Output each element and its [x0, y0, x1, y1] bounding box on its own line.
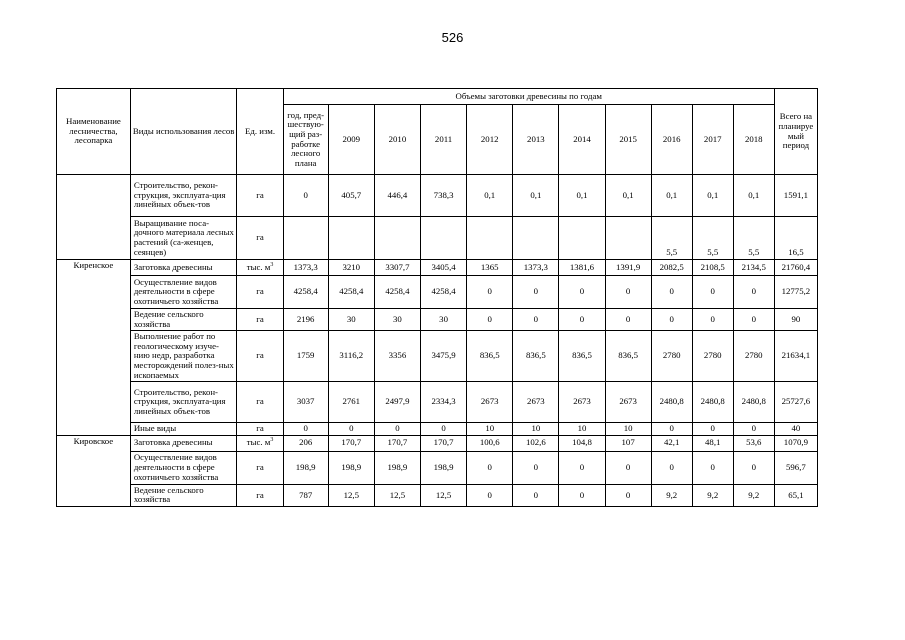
value-cell: 0: [605, 484, 651, 506]
value-cell: 0,1: [651, 175, 692, 217]
value-cell: 2082,5: [651, 260, 692, 276]
unit-cell: [237, 175, 283, 217]
total-cell: 12775,2: [774, 276, 817, 309]
value-cell: 1373,3: [283, 260, 328, 276]
value-cell: 9,2: [733, 484, 774, 506]
unit-cell: [237, 309, 283, 331]
use-type-cell: Иные виды: [130, 423, 237, 436]
value-cell: 0: [559, 451, 605, 484]
value-cell: 0: [421, 423, 467, 436]
value-cell: 836,5: [513, 331, 559, 382]
value-cell: 2673: [559, 382, 605, 423]
total-cell: 596,7: [774, 451, 817, 484]
year-header: 2010: [374, 105, 420, 175]
value-cell: [283, 217, 328, 260]
value-cell: 0,1: [467, 175, 513, 217]
use-type-cell: Строительство, рекон-струкция, эксплуата-ция линейных объек-тов: [130, 175, 237, 217]
year-header: 2011: [421, 105, 467, 175]
value-cell: 2673: [467, 382, 513, 423]
unit-superscript: 3: [270, 261, 274, 268]
volumes-group-header: Объемы заготовки древесины по годам: [283, 89, 774, 105]
value-cell: 2780: [733, 331, 774, 382]
total-cell: 65,1: [774, 484, 817, 506]
value-cell: 0: [467, 451, 513, 484]
value-cell: 42,1: [651, 435, 692, 451]
value-cell: 170,7: [374, 435, 420, 451]
unit-cell: [237, 423, 283, 436]
unit-cell: [237, 435, 283, 451]
unit-label: тыс. м: [246, 261, 271, 272]
value-cell: 2761: [328, 382, 374, 423]
value-cell: [467, 217, 513, 260]
prev-year-column-header: год, пред-шествую-щий раз-работке лесного плана: [283, 105, 328, 175]
value-cell: 0: [605, 451, 651, 484]
value-cell: 1365: [467, 260, 513, 276]
unit-superscript: 3: [270, 437, 274, 444]
value-cell: 2780: [692, 331, 733, 382]
forestry-cell: [57, 217, 131, 260]
value-cell: 10: [513, 423, 559, 436]
unit-cell: [237, 331, 283, 382]
value-cell: 3307,7: [374, 260, 420, 276]
value-cell: 9,2: [692, 484, 733, 506]
value-cell: 3356: [374, 331, 420, 382]
value-cell: 10: [605, 423, 651, 436]
total-cell: 21634,1: [774, 331, 817, 382]
table-row: [57, 217, 818, 260]
year-header: 2018: [733, 105, 774, 175]
value-cell: 3405,4: [421, 260, 467, 276]
forestry-cell: [57, 451, 131, 484]
unit-label: га: [256, 232, 264, 243]
value-cell: [374, 217, 420, 260]
forestry-cell: Киренское: [57, 260, 131, 276]
value-cell: 0: [733, 451, 774, 484]
value-cell: 198,9: [421, 451, 467, 484]
value-cell: 738,3: [421, 175, 467, 217]
value-cell: 0: [692, 451, 733, 484]
value-cell: 48,1: [692, 435, 733, 451]
table-body: [57, 175, 818, 507]
use-type-cell: Заготовка древесины: [130, 435, 237, 451]
value-cell: 2196: [283, 309, 328, 331]
total-cell: 90: [774, 309, 817, 331]
table-row: [57, 451, 818, 484]
value-cell: 104,8: [559, 435, 605, 451]
value-cell: 1391,9: [605, 260, 651, 276]
value-cell: 206: [283, 435, 328, 451]
unit-label: га: [256, 461, 264, 472]
value-cell: 405,7: [328, 175, 374, 217]
table-row: [57, 175, 818, 217]
use-column-header: Виды использования лесов: [130, 89, 237, 175]
use-type-cell: Выращивание поса-дочного материала лесных растений (са-женцев, сеянцев): [130, 217, 237, 260]
value-cell: 0: [605, 309, 651, 331]
year-header: 2012: [467, 105, 513, 175]
value-cell: 0: [328, 423, 374, 436]
forestry-cell: [57, 423, 131, 436]
table-header: [57, 89, 818, 175]
value-cell: 0: [605, 276, 651, 309]
table-row: [57, 260, 818, 276]
value-cell: 0: [733, 309, 774, 331]
value-cell: 0: [692, 423, 733, 436]
value-cell: 53,6: [733, 435, 774, 451]
value-cell: 0: [467, 309, 513, 331]
year-header: 2016: [651, 105, 692, 175]
value-cell: 3475,9: [421, 331, 467, 382]
value-cell: 2134,5: [733, 260, 774, 276]
table-row: [57, 331, 818, 382]
forestry-cell: [57, 309, 131, 331]
unit-label: га: [256, 286, 264, 297]
value-cell: 2480,8: [692, 382, 733, 423]
value-cell: 0: [692, 276, 733, 309]
value-cell: 0: [467, 276, 513, 309]
value-cell: 0,1: [559, 175, 605, 217]
total-cell: 25727,6: [774, 382, 817, 423]
use-type-cell: Выполнение работ по геологическому изуче-нию недр, разработка месторождений полез-ных ископаемых: [130, 331, 237, 382]
total-column-header: Всего на планируе мый период: [774, 89, 817, 175]
value-cell: 198,9: [374, 451, 420, 484]
value-cell: 2673: [605, 382, 651, 423]
value-cell: 10: [559, 423, 605, 436]
table-row: [57, 435, 818, 451]
value-cell: 0,1: [513, 175, 559, 217]
year-header: 2017: [692, 105, 733, 175]
use-type-cell: Заготовка древесины: [130, 260, 237, 276]
value-cell: 0: [283, 423, 328, 436]
value-cell: 2108,5: [692, 260, 733, 276]
use-type-cell: Строительство, рекон-струкция, эксплуата-ция линейных объек-тов: [130, 382, 237, 423]
unit-cell: [237, 382, 283, 423]
unit-label: га: [256, 350, 264, 361]
table-row: [57, 309, 818, 331]
value-cell: 170,7: [328, 435, 374, 451]
value-cell: 0,1: [733, 175, 774, 217]
unit-label: га: [256, 489, 264, 500]
value-cell: 9,2: [651, 484, 692, 506]
value-cell: 3037: [283, 382, 328, 423]
unit-cell: [237, 276, 283, 309]
value-cell: 5,5: [733, 217, 774, 260]
value-cell: 446,4: [374, 175, 420, 217]
unit-cell: [237, 484, 283, 506]
value-cell: 0: [559, 309, 605, 331]
value-cell: [605, 217, 651, 260]
forestry-cell: [57, 331, 131, 382]
value-cell: 3210: [328, 260, 374, 276]
value-cell: 0,1: [692, 175, 733, 217]
year-header: 2014: [559, 105, 605, 175]
value-cell: 4258,4: [328, 276, 374, 309]
value-cell: 2497,9: [374, 382, 420, 423]
value-cell: 5,5: [692, 217, 733, 260]
unit-label: га: [256, 423, 264, 434]
value-cell: 2480,8: [733, 382, 774, 423]
value-cell: [328, 217, 374, 260]
value-cell: 198,9: [283, 451, 328, 484]
value-cell: 0: [513, 451, 559, 484]
use-type-cell: Осуществление видов деятельности в сфере охотничьего хозяйства: [130, 451, 237, 484]
value-cell: 1373,3: [513, 260, 559, 276]
value-cell: 12,5: [374, 484, 420, 506]
use-type-cell: Ведение сельского хозяйства: [130, 309, 237, 331]
total-cell: 21760,4: [774, 260, 817, 276]
forestry-column-header: Наименование лесничества, лесопарка: [57, 89, 131, 175]
value-cell: 0: [733, 423, 774, 436]
value-cell: 170,7: [421, 435, 467, 451]
value-cell: 0: [651, 276, 692, 309]
value-cell: 4258,4: [374, 276, 420, 309]
value-cell: 0: [467, 484, 513, 506]
value-cell: 787: [283, 484, 328, 506]
value-cell: 4258,4: [283, 276, 328, 309]
total-cell: 40: [774, 423, 817, 436]
unit-label: га: [256, 396, 264, 407]
value-cell: 0: [651, 423, 692, 436]
unit-label: га: [256, 313, 264, 324]
value-cell: 0: [692, 309, 733, 331]
value-cell: 30: [374, 309, 420, 331]
value-cell: 2780: [651, 331, 692, 382]
table-row: [57, 382, 818, 423]
value-cell: 0: [733, 276, 774, 309]
value-cell: 4258,4: [421, 276, 467, 309]
forestry-cell: [57, 382, 131, 423]
value-cell: 0: [559, 276, 605, 309]
forestry-cell: [57, 276, 131, 309]
value-cell: 12,5: [328, 484, 374, 506]
table-row: [57, 423, 818, 436]
value-cell: 12,5: [421, 484, 467, 506]
unit-cell: [237, 260, 283, 276]
table-row: [57, 484, 818, 506]
value-cell: [559, 217, 605, 260]
forestry-cell: Кировское: [57, 435, 131, 451]
total-cell: 1070,9: [774, 435, 817, 451]
forestry-cell: [57, 484, 131, 506]
value-cell: 836,5: [605, 331, 651, 382]
value-cell: 10: [467, 423, 513, 436]
value-cell: 2334,3: [421, 382, 467, 423]
value-cell: 3116,2: [328, 331, 374, 382]
use-type-cell: Осуществление видов деятельности в сфере охотничьего хозяйства: [130, 276, 237, 309]
value-cell: 0: [374, 423, 420, 436]
use-type-cell: Ведение сельского хозяйства: [130, 484, 237, 506]
value-cell: 198,9: [328, 451, 374, 484]
table-row: [57, 276, 818, 309]
forest-use-table: [56, 88, 818, 507]
unit-label: га: [256, 189, 264, 200]
unit-cell: [237, 451, 283, 484]
value-cell: [421, 217, 467, 260]
value-cell: 102,6: [513, 435, 559, 451]
value-cell: [513, 217, 559, 260]
value-cell: 1381,6: [559, 260, 605, 276]
total-cell: 16,5: [774, 217, 817, 260]
forestry-cell: [57, 175, 131, 217]
value-cell: 0: [651, 309, 692, 331]
value-cell: 0: [559, 484, 605, 506]
value-cell: 0: [513, 309, 559, 331]
value-cell: 0: [513, 276, 559, 309]
value-cell: 0: [283, 175, 328, 217]
value-cell: 1759: [283, 331, 328, 382]
value-cell: 0: [513, 484, 559, 506]
unit-column-header: Ед. изм.: [237, 89, 283, 175]
value-cell: 836,5: [467, 331, 513, 382]
unit-cell: [237, 217, 283, 260]
value-cell: 30: [421, 309, 467, 331]
value-cell: 0: [651, 451, 692, 484]
value-cell: 0,1: [605, 175, 651, 217]
value-cell: 2480,8: [651, 382, 692, 423]
year-header: 2015: [605, 105, 651, 175]
value-cell: 107: [605, 435, 651, 451]
total-cell: 1591,1: [774, 175, 817, 217]
value-cell: 2673: [513, 382, 559, 423]
value-cell: 100,6: [467, 435, 513, 451]
page-number: 526: [441, 30, 464, 45]
value-cell: 30: [328, 309, 374, 331]
unit-label: тыс. м: [246, 437, 271, 448]
value-cell: 5,5: [651, 217, 692, 260]
value-cell: 836,5: [559, 331, 605, 382]
year-header: 2009: [328, 105, 374, 175]
year-header: 2013: [513, 105, 559, 175]
